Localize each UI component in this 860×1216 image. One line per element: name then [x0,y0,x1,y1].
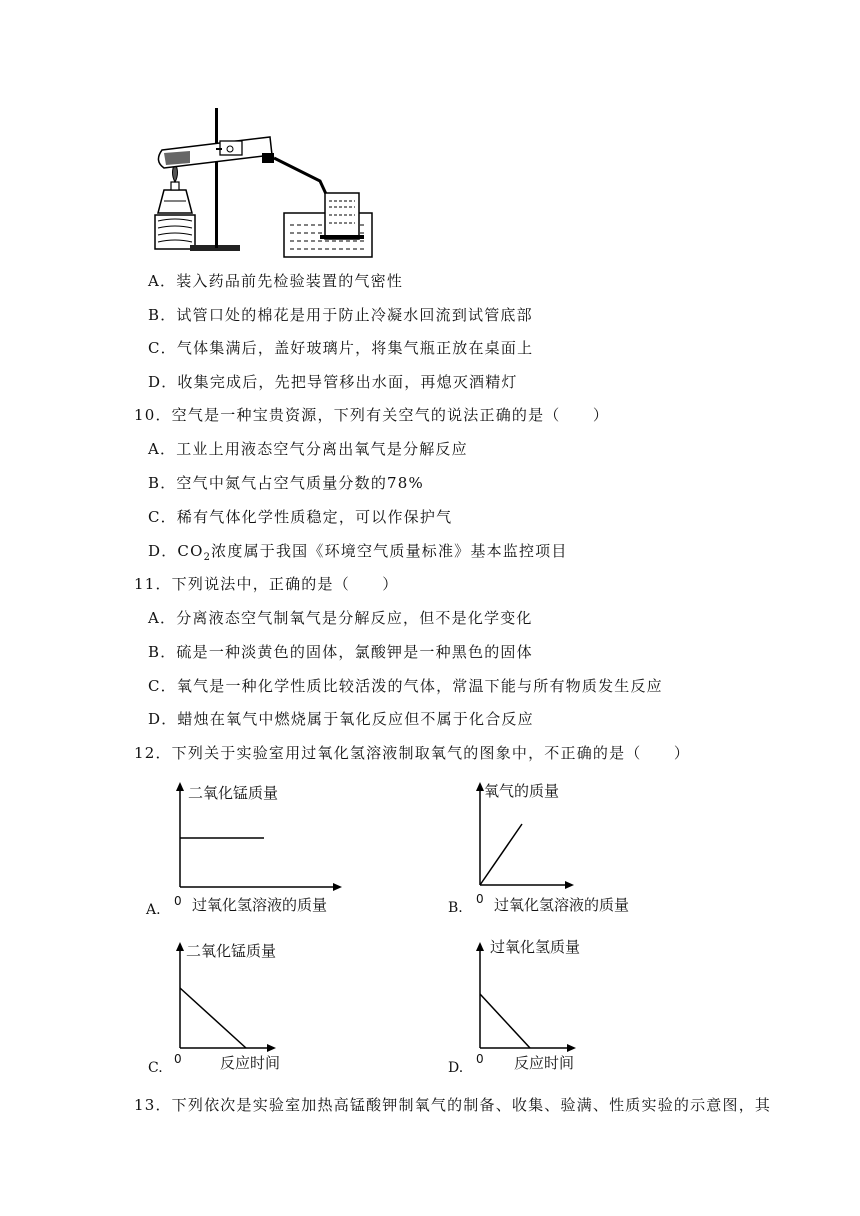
graph-c-letter: C. [148,1060,163,1076]
q11-option-b: B．硫是一种淡黄色的固体，氯酸钾是一种黑色的固体 [148,643,533,661]
q12-graph-b [446,778,686,918]
graph-b-xlabel: 过氧化氢溶液的质量 [494,896,630,914]
q10-option-a: A．工业上用液态空气分离出氧气是分解反应 [148,440,468,458]
q12-graph-c [146,938,386,1078]
q9-option-a: A．装入药品前先检验装置的气密性 [148,272,404,290]
graph-b-origin: 0 [476,892,484,906]
q10-option-d-prefix: D．CO [148,542,204,560]
graph-d-letter: D. [448,1060,464,1076]
graph-d-curve [480,994,530,1048]
q11-option-c: C．氧气是一种化学性质比较活泼的气体，常温下能与所有物质发生反应 [148,677,663,695]
q10-stem: 10．空气是一种宝贵资源，下列有关空气的说法正确的是（ ） [134,406,610,424]
q11-stem: 11．下列说法中，正确的是（ ） [134,575,399,593]
graph-a-origin: 0 [174,894,182,908]
graph-a-xlabel: 过氧化氢溶液的质量 [192,896,328,914]
graph-d-ylabel: 过氧化氢质量 [490,938,581,956]
graph-a-letter: A. [146,902,161,918]
q10-option-d-subscript: 2 [203,552,212,563]
graph-d-xlabel: 反应时间 [514,1054,575,1072]
graph-b-letter: B. [448,900,463,916]
oxygen-preparation-apparatus-figure [150,105,380,265]
graph-b-ylabel: 氧气的质量 [484,782,560,800]
q9-option-d: D．收集完成后，先把导管移出水面，再熄灭酒精灯 [148,373,518,391]
q9-option-c: C．气体集满后，盖好玻璃片，将集气瓶正放在桌面上 [148,339,534,357]
graph-c-origin: 0 [174,1052,182,1066]
q10-option-d [148,540,568,563]
q11-option-a: A．分离液态空气制氧气是分解反应，但不是化学变化 [148,609,533,627]
graph-c-xlabel: 反应时间 [220,1054,281,1072]
q12-graph-d [446,934,686,1074]
q9-option-b: B．试管口处的棉花是用于防止冷凝水回流到试管底部 [148,306,533,324]
graph-a-ylabel: 二氧化锰质量 [188,784,279,802]
graph-c-ylabel: 二氧化锰质量 [186,942,277,960]
q10-option-d-suffix: 浓度属于我国《环境空气质量标准》基本监控项目 [211,542,568,560]
graph-c-curve [180,988,246,1048]
q11-option-d: D．蜡烛在氧气中燃烧属于氧化反应但不属于化合反应 [148,710,534,728]
q10-option-c: C．稀有气体化学性质稳定，可以作保护气 [148,508,453,526]
graph-d-origin: 0 [476,1052,484,1066]
q10-option-b: B．空气中氮气占空气质量分数的78% [148,474,424,492]
q12-graph-a [146,780,386,920]
q13-stem: 13．下列依次是实验室加热高锰酸钾制氧气的制备、收集、验满、性质实验的示意图，其 [134,1096,772,1114]
graph-b-curve [480,824,522,885]
q12-stem: 12．下列关于实验室用过氧化氢溶液制取氧气的图象中，不正确的是（ ） [134,744,691,762]
